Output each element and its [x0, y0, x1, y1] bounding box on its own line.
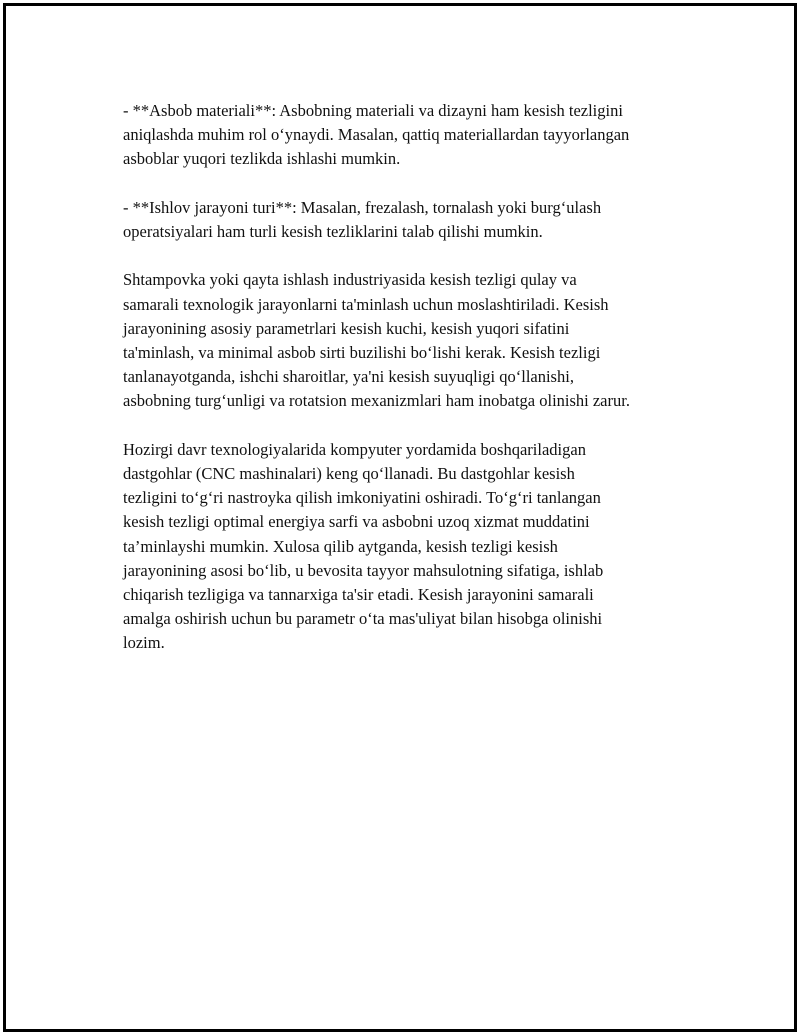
- text-line: tanlanayotganda, ishchi sharoitlar, ya'ni kesish suyuqligi qo‘llanishi,: [123, 367, 574, 387]
- text-line: - **Asbob materiali**: Asbobning materiali va dizayni ham kesish tezligini: [123, 101, 623, 120]
- paragraph-asbob-materiali: [123, 99, 703, 172]
- text-line: jarayonining asosiy parametrlari kesish kuchi, kesish yuqori sifatini: [123, 318, 570, 338]
- text-line: asbobning turg‘unligi va rotatsion mexanizmlari ham inobatga olinishi zarur.: [123, 391, 630, 411]
- paragraph-shtampovka: [123, 268, 703, 413]
- text-line: amalga oshirish uchun bu parametr o‘ta mas'uliyat bilan hisobga olinishi: [123, 609, 603, 629]
- text-line: operatsiyalari ham turli kesish tezliklarini talab qilishi mumkin.: [123, 222, 543, 241]
- text-line: jarayonining asosi bo‘lib, u bevosita tayyor mahsulotning sifatiga, ishlab: [123, 560, 604, 580]
- text-line: dastgohlar (CNC mashinalari) keng qo‘llanadi. Bu dastgohlar kesish: [123, 464, 575, 483]
- text-line: samarali texnologik jarayonlarni ta'minlash uchun moslashtiriladi. Kesish: [123, 294, 609, 314]
- text-line: tezligini to‘g‘ri nastroyka qilish imkoniyatini oshiradi. To‘g‘ri tanlangan: [123, 488, 601, 508]
- page-frame: [3, 3, 797, 1032]
- paragraph-hozirgi-davr: [123, 438, 703, 656]
- paragraph-ishlov-jarayoni: [123, 196, 703, 244]
- text-line: lozim.: [123, 633, 165, 653]
- text-line: Hozirgi davr texnologiyalarida kompyuter yordamida boshqariladigan: [123, 439, 586, 459]
- text-line: asboblar yuqori tezlikda ishlashi mumkin.: [123, 149, 401, 169]
- text-line: ta’minlayshi mumkin. Xulosa qilib aytganda, kesish tezligi kesish: [123, 536, 558, 556]
- text-line: aniqlashda muhim rol o‘ynaydi. Masalan, qattiq materiallardan tayyorlangan: [123, 125, 630, 145]
- text-line: - **Ishlov jarayoni turi**: Masalan, frezalash, tornalash yoki burg‘ulash: [123, 197, 602, 217]
- text-line: Shtampovka yoki qayta ishlash industriyasida kesish tezligi qulay va: [123, 270, 577, 290]
- text-line: chiqarish tezligiga va tannarxiga ta'sir etadi. Kesish jarayonini samarali: [123, 585, 594, 605]
- text-line: ta'minlash, va minimal asbob sirti buzilishi bo‘lishi kerak. Kesish tezligi: [123, 343, 601, 362]
- document-body: [123, 99, 703, 680]
- text-line: kesish tezligi optimal energiya sarfi va asbobni uzoq xizmat muddatini: [123, 512, 590, 532]
